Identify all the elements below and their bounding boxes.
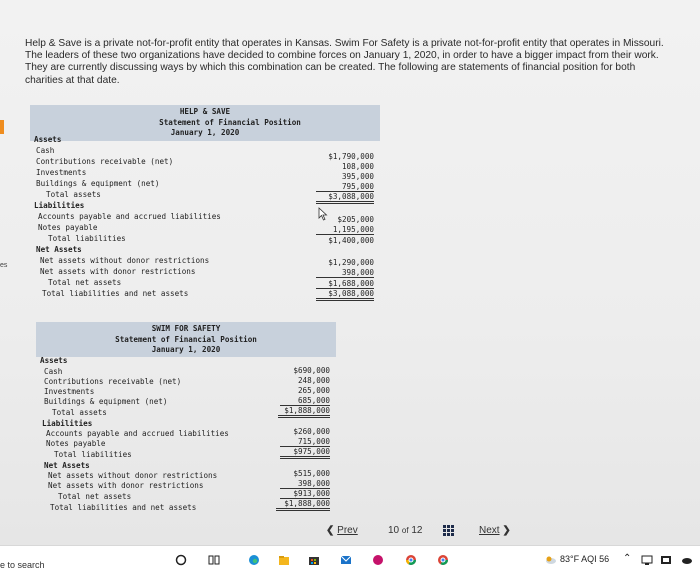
next-label: Next <box>479 525 500 536</box>
edge-browser-icon[interactable] <box>248 554 260 566</box>
bldg-label: Buildings & equipment (net) <box>44 397 168 406</box>
cash-amount: $690,000 <box>293 366 330 375</box>
page-total: 12 <box>411 525 423 536</box>
contrib-label: Contributions receivable (net) <box>36 157 174 166</box>
chevron-left-icon: ❮ <box>326 525 335 536</box>
ap-label: Accounts payable and accrued liabilities <box>38 212 221 221</box>
page-of: of <box>401 526 409 535</box>
prev-button[interactable] <box>326 525 358 536</box>
statement-header <box>36 322 336 357</box>
prev-label: Prev <box>337 525 358 536</box>
total-assets-amount: $3,088,000 <box>316 192 374 204</box>
na-with-amount: 398,000 <box>280 479 330 489</box>
bldg-label: Buildings & equipment (net) <box>36 179 160 188</box>
chrome-icon[interactable] <box>437 554 449 566</box>
statement-subtitle: Statement of Financial Position <box>159 117 301 127</box>
cash-amount: $1,790,000 <box>328 152 374 161</box>
left-edge-marker <box>0 120 4 134</box>
total-assets-label: Total assets <box>52 408 107 417</box>
total-liab-na-label: Total liabilities and net assets <box>50 503 197 512</box>
left-edge-text: es <box>0 262 8 269</box>
mail-icon[interactable] <box>340 554 352 566</box>
weather-readout[interactable]: 83°F AQI 56 <box>560 554 610 564</box>
grid-view-icon[interactable] <box>443 525 454 536</box>
assets-heading: Assets <box>34 135 62 144</box>
na-with-label: Net assets with donor restrictions <box>48 481 204 490</box>
task-view-icon[interactable] <box>208 554 220 566</box>
contrib-amount: 248,000 <box>297 376 330 385</box>
swim-for-safety-statement <box>36 322 336 518</box>
taskbar-search[interactable]: e to search <box>0 560 45 570</box>
total-na-amount: $1,688,000 <box>316 279 374 289</box>
app-icon[interactable] <box>372 554 384 566</box>
file-explorer-icon[interactable] <box>278 554 290 566</box>
np-amount: 715,000 <box>280 437 330 447</box>
onedrive-icon[interactable] <box>660 554 672 566</box>
weather-icon[interactable] <box>545 554 557 566</box>
bldg-amount: 795,000 <box>316 182 374 192</box>
statement-date: January 1, 2020 <box>151 345 221 354</box>
total-liab-label: Total liabilities <box>48 234 126 243</box>
contrib-amount: 108,000 <box>341 162 374 171</box>
contrib-label: Contributions receivable (net) <box>44 377 182 386</box>
network-icon[interactable] <box>641 554 653 566</box>
ap-amount: $205,000 <box>337 215 374 224</box>
statement-header <box>30 105 380 141</box>
na-without-amount: $1,290,000 <box>328 258 374 267</box>
cash-label: Cash <box>36 146 55 155</box>
na-without-label: Net assets without donor restrictions <box>40 256 210 265</box>
mouse-cursor-icon <box>318 207 328 221</box>
cash-label: Cash <box>44 367 63 376</box>
assets-heading: Assets <box>40 356 68 365</box>
cortana-icon[interactable] <box>175 554 187 566</box>
ap-amount: $260,000 <box>293 427 330 436</box>
invest-amount: 395,000 <box>341 172 374 181</box>
statement-title: HELP & SAVE <box>179 107 231 116</box>
net-assets-heading: Net Assets <box>36 245 82 254</box>
liabilities-heading: Liabilities <box>34 201 85 210</box>
store-icon[interactable] <box>308 554 320 566</box>
help-save-statement <box>30 105 380 305</box>
total-liab-label: Total liabilities <box>54 450 132 459</box>
cloud-icon[interactable] <box>681 554 693 566</box>
chevron-right-icon: ❯ <box>502 525 511 536</box>
na-with-label: Net assets with donor restrictions <box>40 267 196 276</box>
np-label: Notes payable <box>38 223 98 232</box>
np-amount: 1,195,000 <box>316 225 374 235</box>
na-without-label: Net assets without donor restrictions <box>48 471 218 480</box>
page-count <box>388 525 422 536</box>
statement-title: SWIM FOR SAFETY <box>151 324 221 333</box>
total-na-label: Total net assets <box>58 492 132 501</box>
tray-chevron-icon[interactable]: ⌃ <box>623 553 632 564</box>
invest-label: Investments <box>44 387 95 396</box>
invest-amount: 265,000 <box>297 386 330 395</box>
net-assets-heading: Net Assets <box>44 461 90 470</box>
total-liab-na-label: Total liabilities and net assets <box>42 289 189 298</box>
total-liab-na-amount: $3,088,000 <box>316 289 374 301</box>
na-without-amount: $515,000 <box>293 469 330 478</box>
total-na-label: Total net assets <box>48 278 122 287</box>
total-liab-amount: $1,400,000 <box>328 236 374 245</box>
bldg-amount: 685,000 <box>280 396 330 406</box>
total-assets-amount: $1,888,000 <box>278 406 330 418</box>
na-with-amount: 398,000 <box>316 268 374 278</box>
chrome-icon[interactable] <box>405 554 417 566</box>
liabilities-heading: Liabilities <box>42 419 93 428</box>
total-na-amount: $913,000 <box>280 489 330 499</box>
statement-date: January 1, 2020 <box>170 128 240 137</box>
invest-label: Investments <box>36 168 87 177</box>
total-liab-na-amount: $1,888,000 <box>276 499 330 511</box>
next-button[interactable] <box>479 525 511 536</box>
np-label: Notes payable <box>46 439 106 448</box>
intro-paragraph: Help & Save is a private not-for-profit entity that operates in Kansas. Swim For Safety is a private not-for-profit entity that operates in Missouri. The leaders of these two organizations have decided to combine forces on January 1, 2020, in order to have a bigger impact from their work. They are currently discussing ways by which this combination can be created. The following are statements of financial position for both charities at that date. <box>25 38 664 86</box>
taskbar <box>0 545 700 573</box>
ap-label: Accounts payable and accrued liabilities <box>46 429 229 438</box>
page-current: 10 <box>388 525 400 536</box>
statement-subtitle: Statement of Financial Position <box>115 334 257 344</box>
total-assets-label: Total assets <box>46 190 101 199</box>
total-liab-amount: $975,000 <box>280 447 330 459</box>
